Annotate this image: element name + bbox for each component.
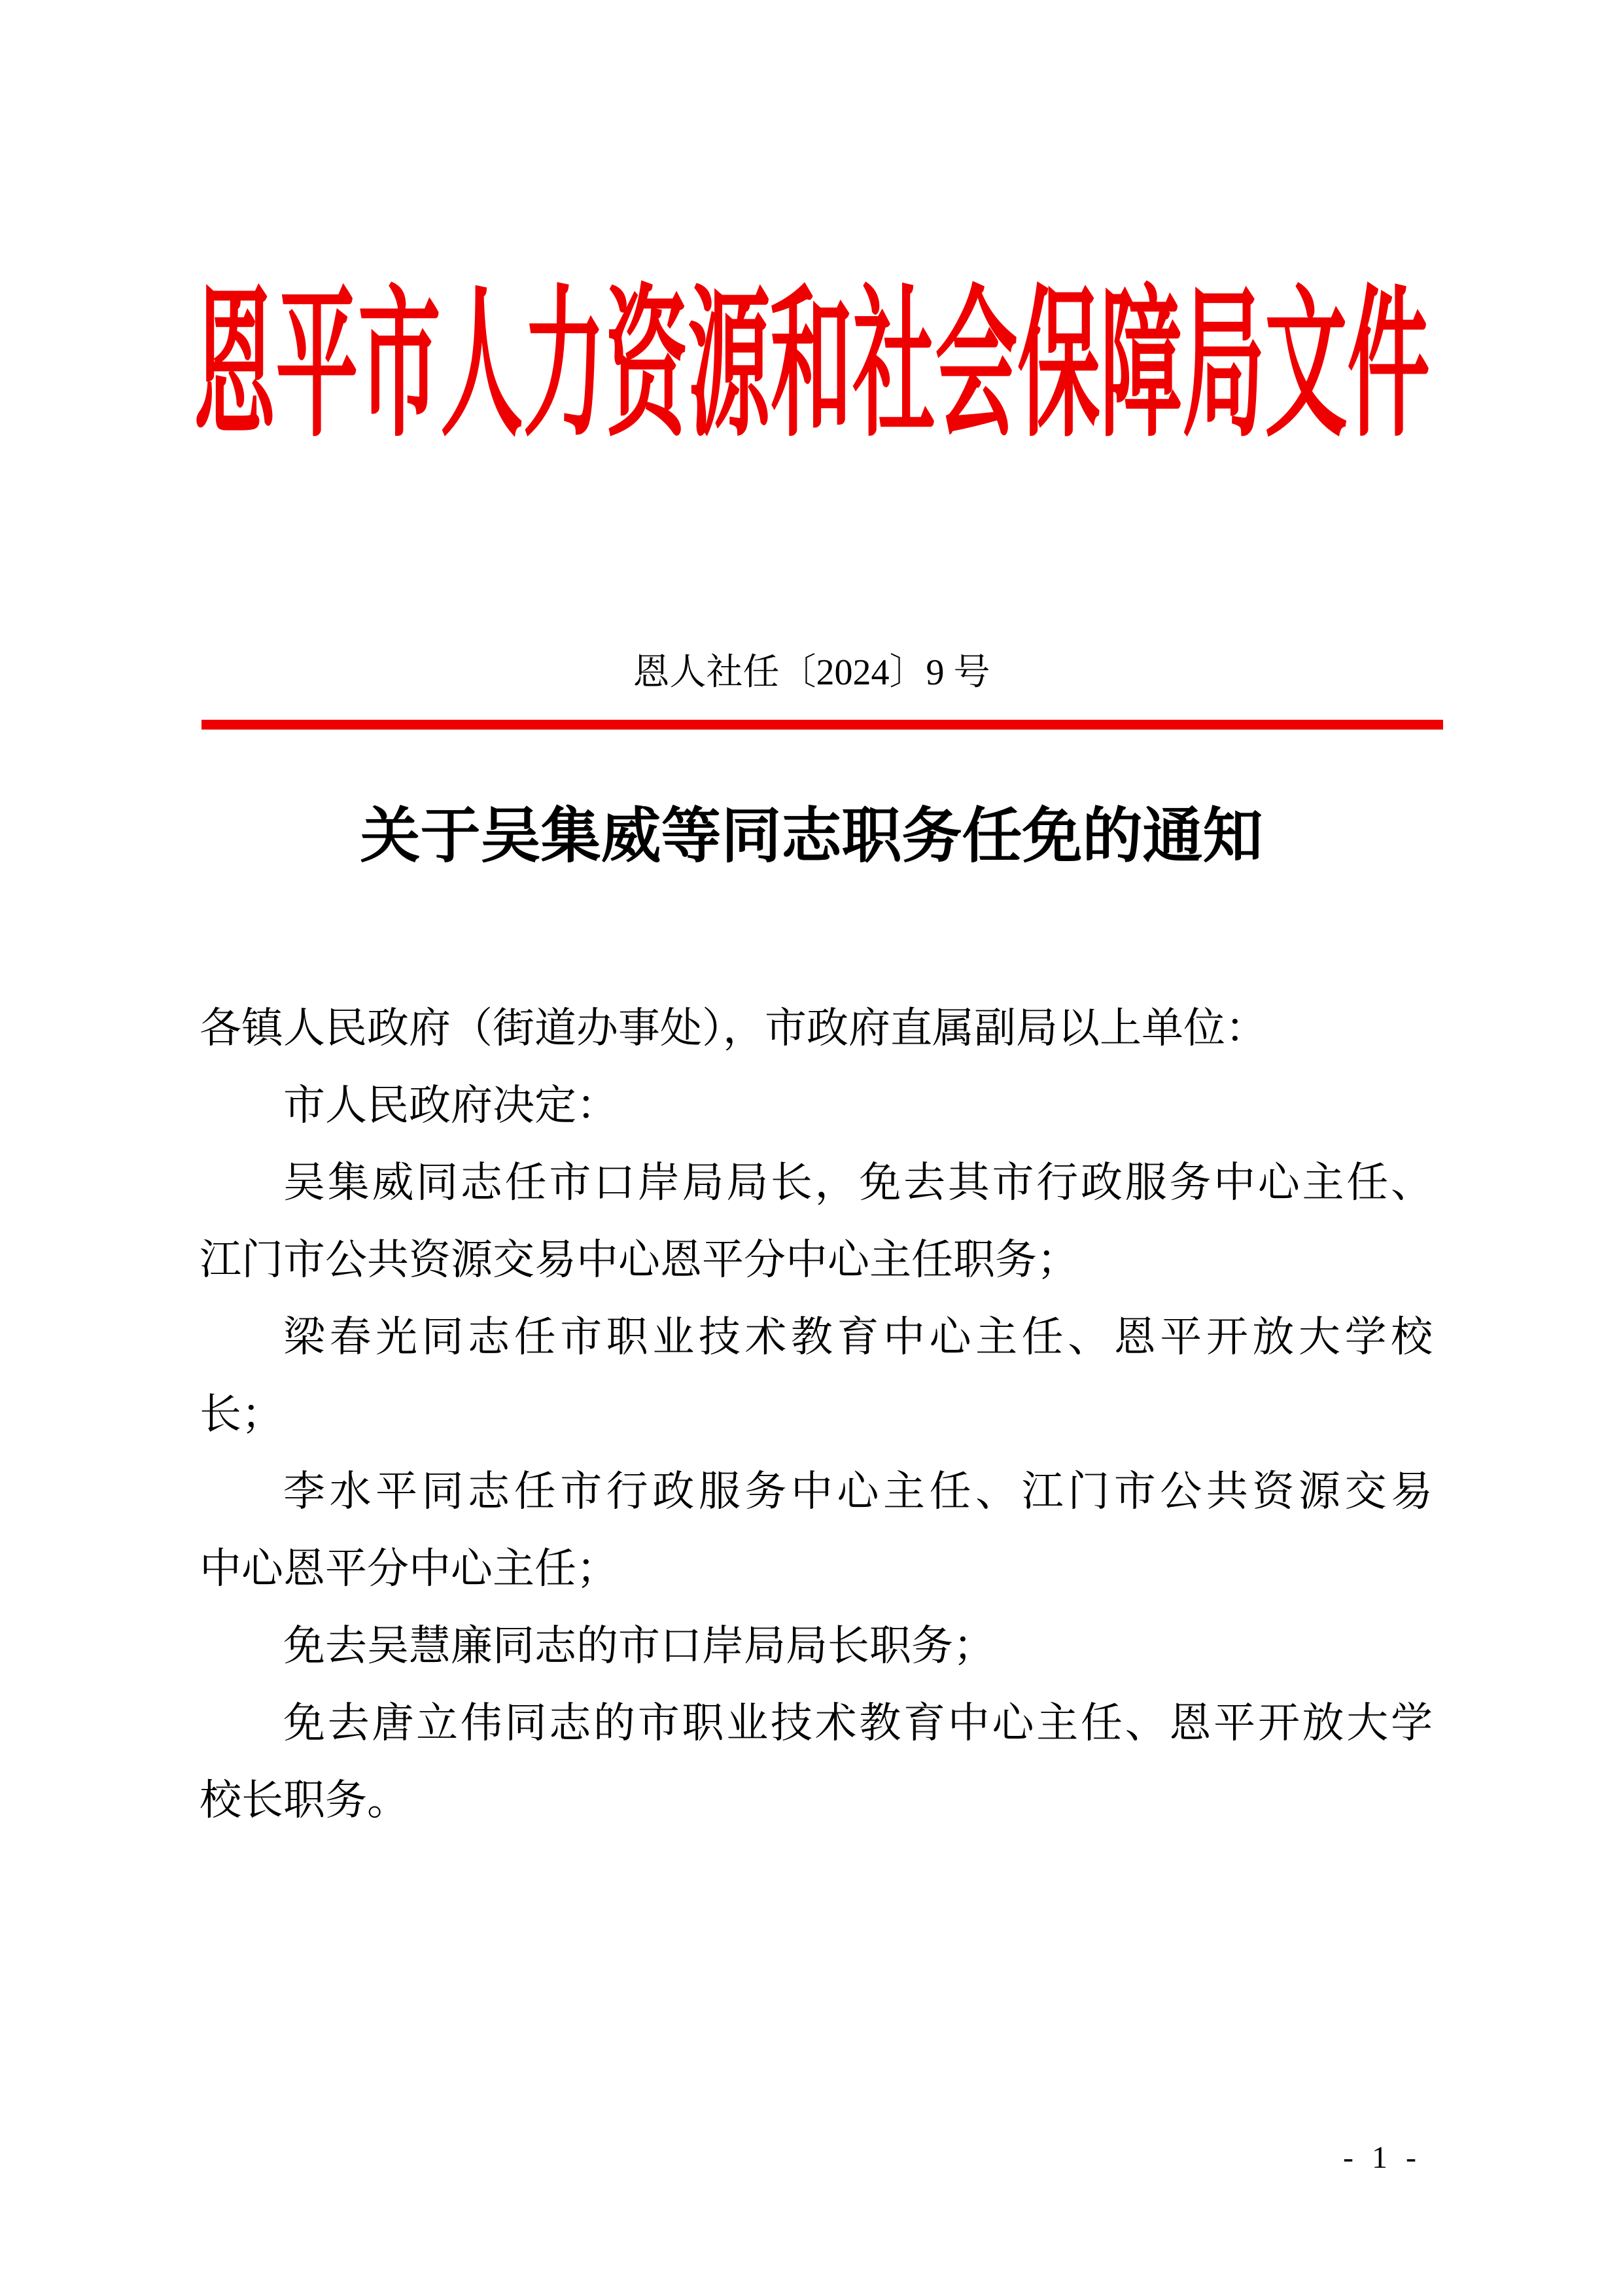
document-reference-number: 恩人社任〔2024〕9 号 bbox=[633, 652, 990, 693]
body-line: 免去吴慧廉同志的市口岸局局长职务； bbox=[283, 1623, 995, 1669]
body-line: 长； bbox=[200, 1391, 283, 1438]
body-line: 市人民政府决定： bbox=[283, 1082, 618, 1129]
body-line: 梁春光同志任市职业技术教育中心主任、恩平开放大学校 bbox=[283, 1314, 1433, 1360]
body-line: 免去唐立伟同志的市职业技术教育中心主任、恩平开放大学 bbox=[283, 1700, 1433, 1746]
body-line: 中心恩平分中心主任； bbox=[200, 1545, 618, 1592]
body-line: 各镇人民政府（街道办事处），市政府直属副局以上单位： bbox=[200, 1005, 1267, 1051]
body-line: 吴集威同志任市口岸局局长，免去其市行政服务中心主任、 bbox=[283, 1159, 1433, 1206]
page-number: - 1 - bbox=[1343, 2140, 1422, 2175]
body-line: 李水平同志任市行政服务中心主任、江门市公共资源交易 bbox=[283, 1468, 1433, 1515]
red-divider-line bbox=[201, 720, 1443, 730]
body-line: 校长职务。 bbox=[200, 1777, 409, 1824]
notice-body bbox=[200, 990, 1433, 1839]
body-line: 江门市公共资源交易中心恩平分中心主任职务； bbox=[200, 1237, 1079, 1283]
notice-title: 关于吴集威等同志职务任免的通知 bbox=[360, 803, 1263, 870]
agency-header-banner: 恩平市人力资源和社会保障局文件 bbox=[193, 277, 1430, 457]
